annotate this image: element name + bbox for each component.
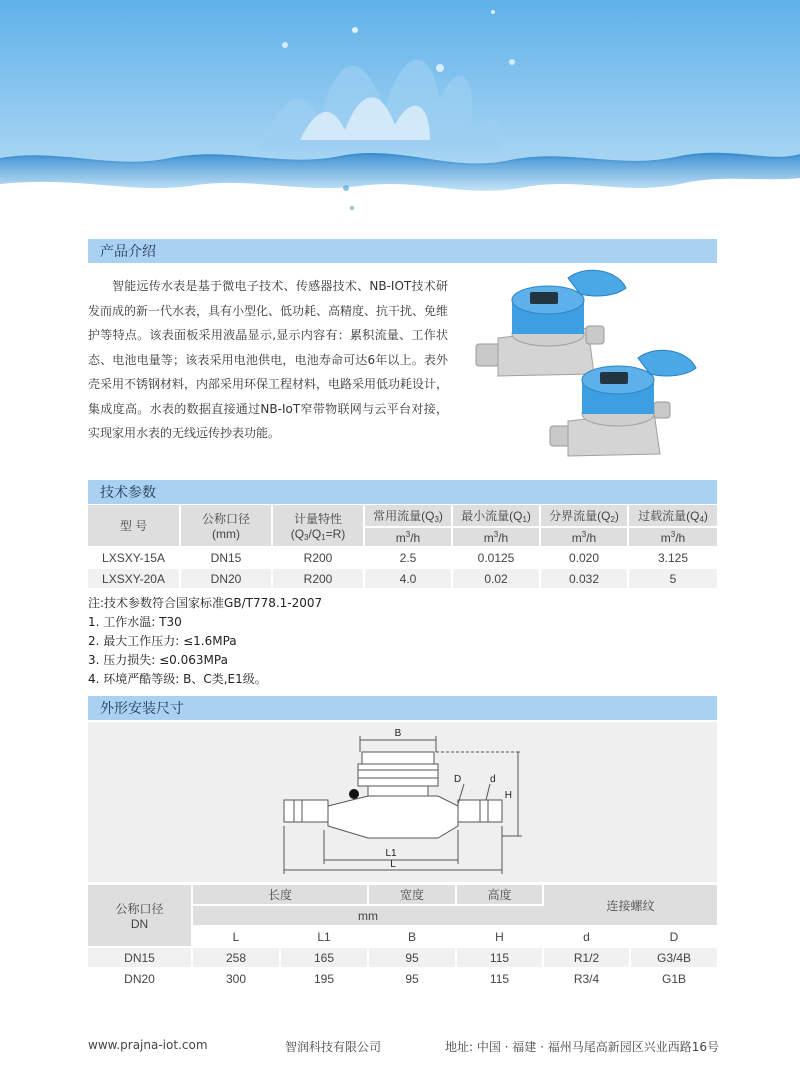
header-width: 宽度 [368, 885, 456, 905]
cell-d-upper: G1B [630, 968, 717, 989]
cell-r: R200 [272, 568, 364, 589]
header-overload-flow: 过载流量$(Q_4)$ [628, 505, 717, 527]
section-title-install: 外形安装尺寸 [100, 701, 184, 717]
cell-q3: 2.5 [364, 547, 452, 568]
cell-q2: 0.032 [540, 568, 628, 589]
table-row [88, 947, 717, 968]
unit-overload: $m^3/h$ [628, 527, 717, 547]
label-l: L [390, 859, 396, 870]
col-l1: L1 [280, 926, 368, 947]
note-1: 1. 工作水温: T30 [88, 615, 182, 629]
cell-dn: DN15 [88, 947, 192, 968]
cell-h: 115 [456, 947, 543, 968]
col-d-lower: d [543, 926, 630, 947]
label-h: H [504, 790, 512, 801]
cell-q2: 0.020 [540, 547, 628, 568]
header-mm: mm [192, 905, 543, 926]
col-b: B [368, 926, 456, 947]
cell-l: 300 [192, 968, 280, 989]
header-length: 长度 [192, 885, 368, 905]
table-row [88, 968, 717, 989]
cell-q3: 4.0 [364, 568, 452, 589]
cell-q4: 5 [628, 568, 717, 589]
note-4: 4. 环境严酷等级: B、C类,E1级。 [88, 672, 267, 686]
cell-model: LXSXY-20A [88, 568, 180, 589]
unit-boundary: $m^3/h$ [540, 527, 628, 547]
header-meter-feature: 计量特性 $(Q_3/Q_1=R)$ [272, 505, 364, 547]
col-l: L [192, 926, 280, 947]
table-row [88, 568, 717, 589]
cell-d-upper: G3/4B [630, 947, 717, 968]
cell-r: R200 [272, 547, 364, 568]
note-3: 3. 压力损失: ≤0.063MPa [88, 653, 228, 667]
section-title-tech: 技术参数 [100, 485, 156, 501]
cell-d-lower: R3/4 [543, 968, 630, 989]
label-d-upper: D [454, 774, 462, 785]
header-common-flow: 常用流量$(Q_3)$ [364, 505, 452, 527]
water-splash-banner [0, 0, 800, 222]
header-dn: 公称口径 DN [88, 885, 192, 947]
footer-company: 智润科技有限公司 [285, 1040, 382, 1054]
label-b: B [394, 728, 402, 739]
cell-dn: DN20 [88, 968, 192, 989]
cell-q1: 0.02 [452, 568, 540, 589]
unit-min: $m^3/h$ [452, 527, 540, 547]
cell-dn: DN15 [180, 547, 272, 568]
table-row [88, 547, 717, 568]
cell-model: LXSXY-15A [88, 547, 180, 568]
cell-l1: 195 [280, 968, 368, 989]
diagram-area [88, 722, 717, 882]
col-h: H [456, 926, 543, 947]
header-thread: 连接螺纹 [543, 885, 717, 926]
section-bar-install [88, 696, 717, 720]
cell-q1: 0.0125 [452, 547, 540, 568]
tech-spec-table [88, 505, 717, 590]
tech-notes [88, 594, 322, 689]
water-meter-photo [468, 266, 718, 466]
cell-b: 95 [368, 968, 456, 989]
header-min-flow: 最小流量$(Q_1)$ [452, 505, 540, 527]
intro-text: 智能远传水表是基于微电子技术、传感器技术、NB-IOT技术研发而成的新一代水表，具有小型化、低功耗、高精度、抗干扰、免维护等特点。该表面板采用液晶显示,显示内容有：累积流量、工作状态、电池电量等；该表采用电池供电，电池寿命可达6年以上。表外壳采用不锈钢材料，内部采用环保工程材料，电路采用低功耗设计，集成度高。水表的数据直接通过NB-IoT窄带物联网与云平台对接，实现家用水表的无线远传抄表功能。 [88, 279, 449, 440]
section-title-intro: 产品介绍 [100, 244, 156, 260]
header-model: 型 号 [88, 505, 180, 547]
footer-address: 地址: 中国 · 福建 · 福州马尾高新园区兴业西路16号 [445, 1040, 720, 1054]
header-boundary-flow: 分界流量$(Q_2)$ [540, 505, 628, 527]
dimension-table [88, 885, 717, 990]
cell-dn: DN20 [180, 568, 272, 589]
unit-common: $m^3/h$ [364, 527, 452, 547]
label-l1: L1 [385, 848, 397, 859]
header-height: 高度 [456, 885, 543, 905]
meter-dimension-drawing [88, 722, 717, 882]
section-bar-intro [88, 239, 717, 263]
note-standard: 注:技术参数符合国家标准GB/T778.1-2007 [88, 596, 323, 610]
cell-h: 115 [456, 968, 543, 989]
cell-l: 258 [192, 947, 280, 968]
note-2: 2. 最大工作压力: ≤1.6MPa [88, 634, 237, 648]
section-bar-tech [88, 480, 717, 504]
header-dn: 公称口径 (mm) [180, 505, 272, 547]
cell-q4: 3.125 [628, 547, 717, 568]
cell-l1: 165 [280, 947, 368, 968]
seal-marker [349, 789, 359, 799]
label-d-lower: d [490, 774, 496, 785]
intro-paragraph [88, 274, 448, 446]
col-d-upper: D [630, 926, 717, 947]
footer-website[interactable]: www.prajna-iot.com [88, 1038, 208, 1052]
water-splash-image [0, 0, 800, 222]
cell-b: 95 [368, 947, 456, 968]
cell-d-lower: R1/2 [543, 947, 630, 968]
